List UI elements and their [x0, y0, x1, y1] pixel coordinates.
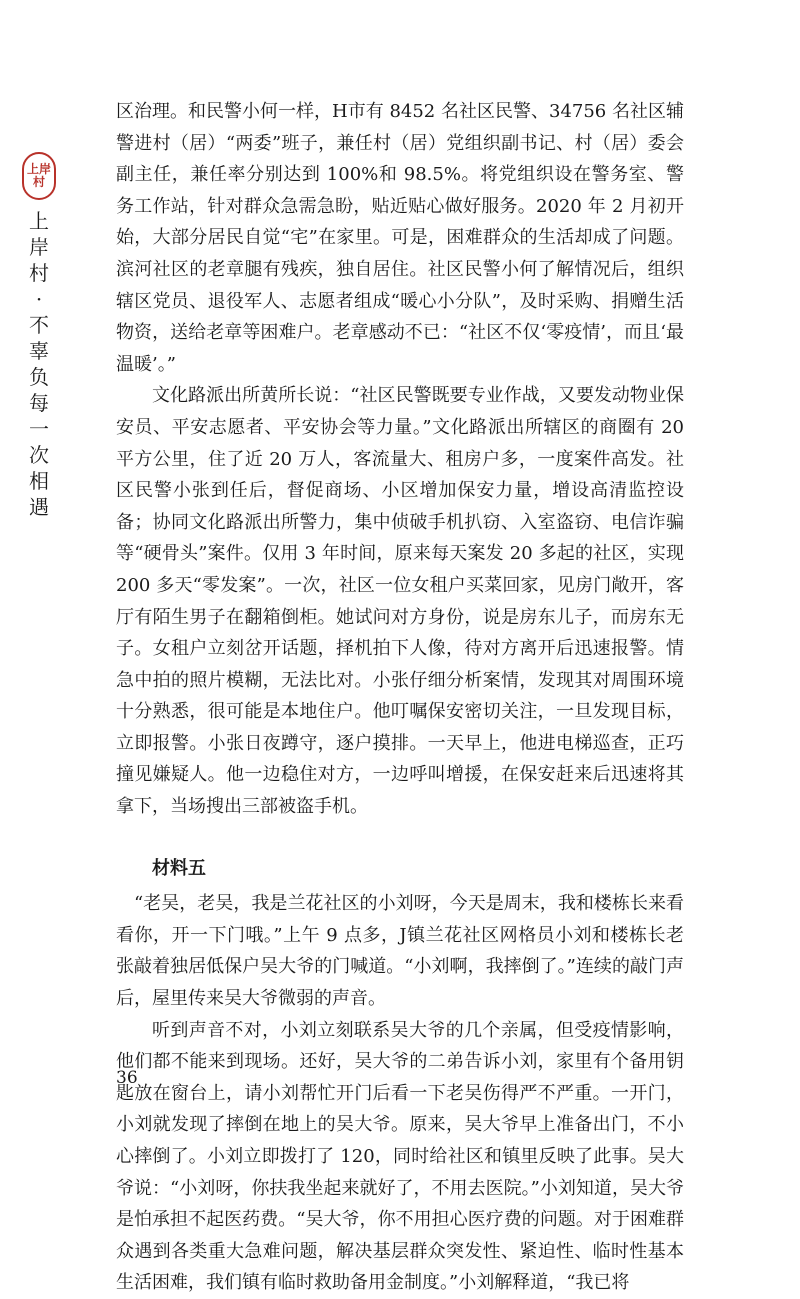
paragraph-3: “老吴，老吴，我是兰花社区的小刘呀，今天是周末，我和楼栋长来看看你，开一下门哦。”上午 9 点多，J镇兰花社区网格员小刘和楼栋长老张敲着独居低保户吴大爷的门喊道。“小刘啊，我摔倒了。”连续的敲门声后，屋里传来吴大爷微弱的声音。 [116, 893, 684, 1010]
title-char: 次 [29, 443, 49, 467]
title-char: 岸 [29, 235, 49, 259]
brand-seal-line2: 村 [32, 175, 45, 189]
title-char: 负 [29, 365, 49, 389]
title-char: · [35, 287, 43, 311]
paragraph-2: 文化路派出所黄所长说：“社区民警既要专业作战，又要发动物业保安员、平安志愿者、平安协会等力量。”文化路派出所辖区的商圈有 20 平方公里，住了近 20 万人，客流量大、租房户多，一度案件高发。社区民警小张到任后，督促商场、小区增加保安力量，增设高清监控设备；协同文化路派出所警力，集中侦破手机扒窃、入室盗窃、电信诈骗等“硬骨头”案件。仅用 3 年时间，原来每天案发 20 多起的社区，实现 200 多天“零发案”。一次，社区一位女租户买菜回家，见房门敞开，客厅有陌生男子在翻箱倒柜。她试问对方身份，说是房东儿子，而房东无子。女租户立刻岔开话题，择机拍下人像，待对方离开后迅速报警。情急中拍的照片模糊，无法比对。小张仔细分析案情，发现其对周围环境十分熟悉，很可能是本地住户。他叮嘱保安密切关注，一旦发现目标，立即报警。小张日夜蹲守，逐户摸排。一天早上，他进电梯巡查，正巧撞见嫌疑人。他一边稳住对方，一边呼叫增援，在保安赶来后迅速将其拿下，当场搜出三部被盗手机。 [116, 385, 684, 818]
title-char: 辜 [29, 339, 49, 363]
paragraph-1: 区治理。和民警小何一样，H市有 8452 名社区民警、34756 名社区辅警进村（居）“两委”班子，兼任村（居）党组织副书记、村（居）委会副主任，兼任率分别达到 100%和 98.5%。将党组织设在警务室、警务工作站，针对群众急需急盼，贴近贴心做好服务。2020 年 2 月初开始，大部分居民自觉“宅”在家里。可是，困难群众的生活却成了问题。滨河社区的老章腿有残疾，独自居住。社区民警小何了解情况后，组织辖区党员、退役军人、志愿者组成“暖心小分队”，及时采购、捐赠生活物资，送给老章等困难户。老章感动不已：“社区不仅‘零疫情’，而且‘最温暖’。” [116, 101, 684, 375]
book-series-title [26, 208, 52, 520]
title-char: 上 [29, 209, 49, 233]
brand-seal-line1: 上岸 [26, 162, 51, 176]
title-char: 不 [29, 313, 49, 337]
page-number: 36 [116, 1068, 138, 1088]
body-text-column [116, 96, 684, 1299]
title-char: 遇 [29, 495, 49, 519]
title-char: 一 [29, 417, 49, 441]
brand-seal-logo [22, 152, 56, 200]
title-char: 每 [29, 391, 49, 415]
title-char: 相 [29, 469, 49, 493]
title-char: 村 [29, 261, 49, 285]
paragraph-4: 听到声音不对，小刘立刻联系吴大爷的几个亲属，但受疫情影响，他们都不能来到现场。还好，吴大爷的二弟告诉小刘，家里有个备用钥匙放在窗台上，请小刘帮忙开门后看一下老吴伤得严不严重。一开门，小刘就发现了摔倒在地上的吴大爷。原来，吴大爷早上准备出门，不小心摔倒了。小刘立即拨打了 120，同时给社区和镇里反映了此事。吴大爷说：“小刘呀，你扶我坐起来就好了，不用去医院。”小刘知道，吴大爷是怕承担不起医药费。“吴大爷，你不用担心医疗费的问题。对于困难群众遇到各类重大急难问题，解决基层群众突发性、紧迫性、临时性基本生活困难，我们镇有临时救助备用金制度。”小刘解释道，“我已将 [116, 1019, 684, 1294]
section-heading: 材料五 [152, 857, 206, 879]
